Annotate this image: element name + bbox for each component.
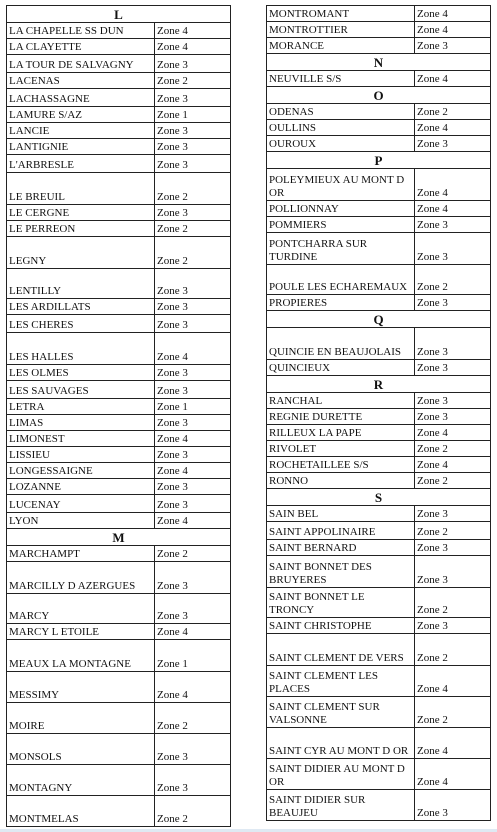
commune-row <box>267 473 491 489</box>
zone-value: Zone 4 <box>155 333 231 365</box>
zone-value: Zone 4 <box>415 169 491 201</box>
commune-name: SAINT DIDIER AU MONT D OR <box>267 759 415 790</box>
commune-name: LANTIGNIE <box>7 139 155 155</box>
commune-name: SAINT BONNET LE TRONCY <box>267 588 415 618</box>
commune-row <box>7 299 231 315</box>
commune-row <box>267 588 491 618</box>
zone-value: Zone 3 <box>415 136 491 152</box>
commune-name: LOZANNE <box>7 479 155 495</box>
zone-value: Zone 4 <box>415 728 491 759</box>
commune-name: LES HALLES <box>7 333 155 365</box>
commune-name: SAINT DIDIER SUR BEAUJEU <box>267 790 415 821</box>
zone-value: Zone 3 <box>155 205 231 221</box>
commune-row <box>267 457 491 473</box>
commune-row <box>7 333 231 365</box>
zone-value: Zone 3 <box>155 415 231 431</box>
commune-name: POULE LES ECHAREMAUX <box>267 265 415 295</box>
zone-value: Zone 3 <box>415 618 491 634</box>
commune-row <box>7 155 231 173</box>
commune-row <box>7 415 231 431</box>
letter-header: S <box>267 489 491 506</box>
commune-row <box>7 765 231 796</box>
zone-value: Zone 3 <box>155 315 231 333</box>
zone-value: Zone 3 <box>155 594 231 624</box>
zone-value: Zone 1 <box>155 399 231 415</box>
commune-name: LIMONEST <box>7 431 155 447</box>
commune-name: LE BREUIL <box>7 173 155 205</box>
commune-name: SAINT CLEMENT DE VERS <box>267 634 415 666</box>
commune-row <box>267 425 491 441</box>
letter-header-row <box>7 529 231 546</box>
commune-row <box>7 672 231 703</box>
commune-row <box>267 71 491 87</box>
commune-name: OULLINS <box>267 120 415 136</box>
zone-value: Zone 2 <box>155 703 231 734</box>
zone-value: Zone 3 <box>155 155 231 173</box>
zone-value: Zone 3 <box>415 38 491 54</box>
zone-value: Zone 2 <box>155 173 231 205</box>
commune-row <box>267 201 491 217</box>
commune-row <box>267 556 491 588</box>
commune-row <box>7 513 231 529</box>
zone-value: Zone 4 <box>155 431 231 447</box>
commune-row <box>7 447 231 463</box>
commune-row <box>7 399 231 415</box>
commune-row <box>267 360 491 376</box>
zone-value: Zone 4 <box>415 22 491 38</box>
commune-name: MONTROMANT <box>267 6 415 22</box>
commune-row <box>7 546 231 562</box>
zone-value: Zone 3 <box>155 447 231 463</box>
zone-value: Zone 4 <box>415 6 491 22</box>
commune-name: LACHASSAGNE <box>7 89 155 107</box>
commune-row <box>7 594 231 624</box>
commune-row <box>7 89 231 107</box>
letter-header: L <box>7 6 231 23</box>
zone-value: Zone 4 <box>155 513 231 529</box>
zone-value: Zone 4 <box>415 71 491 87</box>
commune-row <box>7 39 231 55</box>
commune-name: LA CHAPELLE SS DUN <box>7 23 155 39</box>
commune-row <box>7 221 231 237</box>
right-table-body <box>267 6 491 821</box>
commune-name: MOIRE <box>7 703 155 734</box>
zone-value: Zone 3 <box>415 540 491 556</box>
zone-value: Zone 4 <box>155 39 231 55</box>
zone-value: Zone 2 <box>415 634 491 666</box>
commune-name: SAINT CHRISTOPHE <box>267 618 415 634</box>
letter-header: M <box>7 529 231 546</box>
commune-row <box>267 38 491 54</box>
commune-name: POLEYMIEUX AU MONT D OR <box>267 169 415 201</box>
commune-name: LUCENAY <box>7 495 155 513</box>
commune-name: POMMIERS <box>267 217 415 233</box>
zone-value: Zone 4 <box>415 120 491 136</box>
commune-name: L'ARBRESLE <box>7 155 155 173</box>
zone-value: Zone 2 <box>155 73 231 89</box>
zone-value: Zone 4 <box>155 672 231 703</box>
commune-row <box>7 73 231 89</box>
commune-name: MEAUX LA MONTAGNE <box>7 640 155 672</box>
left-zone-table <box>6 5 231 827</box>
zone-value: Zone 2 <box>415 473 491 489</box>
commune-name: LIMAS <box>7 415 155 431</box>
commune-name: LAMURE S/AZ <box>7 107 155 123</box>
zone-value: Zone 2 <box>155 237 231 269</box>
commune-name: RONNO <box>267 473 415 489</box>
commune-row <box>267 328 491 360</box>
commune-row <box>7 381 231 399</box>
zone-value: Zone 2 <box>415 441 491 457</box>
commune-name: LA CLAYETTE <box>7 39 155 55</box>
commune-name: RIVOLET <box>267 441 415 457</box>
commune-name: MESSIMY <box>7 672 155 703</box>
zone-value: Zone 3 <box>155 479 231 495</box>
commune-row <box>7 495 231 513</box>
zone-value: Zone 3 <box>155 562 231 594</box>
zone-value: Zone 1 <box>155 107 231 123</box>
commune-name: RANCHAL <box>267 393 415 409</box>
letter-header: O <box>267 87 491 104</box>
zone-value: Zone 2 <box>415 104 491 120</box>
left-table-body <box>7 6 231 827</box>
commune-name: MARCILLY D AZERGUES <box>7 562 155 594</box>
commune-row <box>267 666 491 697</box>
commune-name: PONTCHARRA SUR TURDINE <box>267 233 415 265</box>
commune-name: SAINT APPOLINAIRE <box>267 522 415 540</box>
commune-row <box>267 790 491 821</box>
letter-header: R <box>267 376 491 393</box>
commune-name: RILLEUX LA PAPE <box>267 425 415 441</box>
commune-name: LYON <box>7 513 155 529</box>
commune-name: SAINT CLEMENT LES PLACES <box>267 666 415 697</box>
letter-header-row <box>267 489 491 506</box>
commune-name: QUINCIE EN BEAUJOLAIS <box>267 328 415 360</box>
commune-row <box>7 431 231 447</box>
commune-row <box>267 618 491 634</box>
commune-name: MARCY <box>7 594 155 624</box>
zone-value: Zone 3 <box>415 360 491 376</box>
commune-name: MARCHAMPT <box>7 546 155 562</box>
zone-value: Zone 3 <box>155 299 231 315</box>
commune-name: SAIN BEL <box>267 506 415 522</box>
letter-header-row <box>267 152 491 169</box>
commune-row <box>267 295 491 311</box>
commune-name: MONSOLS <box>7 734 155 765</box>
commune-name: LETRA <box>7 399 155 415</box>
zone-value: Zone 2 <box>415 522 491 540</box>
commune-row <box>267 697 491 728</box>
zone-value: Zone 3 <box>415 506 491 522</box>
commune-row <box>267 217 491 233</box>
commune-row <box>267 540 491 556</box>
commune-row <box>7 107 231 123</box>
zone-value: Zone 2 <box>155 546 231 562</box>
commune-name: LISSIEU <box>7 447 155 463</box>
commune-row <box>267 22 491 38</box>
letter-header-row <box>267 87 491 104</box>
commune-name: LES ARDILLATS <box>7 299 155 315</box>
commune-name: LE CERGNE <box>7 205 155 221</box>
commune-row <box>267 393 491 409</box>
commune-row <box>7 562 231 594</box>
zone-value: Zone 3 <box>155 139 231 155</box>
commune-row <box>7 479 231 495</box>
zone-value: Zone 4 <box>155 23 231 39</box>
commune-name: LANCIE <box>7 123 155 139</box>
commune-name: LE PERREON <box>7 221 155 237</box>
zone-value: Zone 2 <box>415 588 491 618</box>
commune-row <box>267 506 491 522</box>
letter-header: P <box>267 152 491 169</box>
commune-row <box>7 734 231 765</box>
commune-name: MONTROTTIER <box>267 22 415 38</box>
commune-row <box>267 136 491 152</box>
commune-row <box>267 120 491 136</box>
zone-value: Zone 3 <box>415 556 491 588</box>
right-zone-table <box>266 5 491 821</box>
zone-value: Zone 2 <box>415 697 491 728</box>
commune-row <box>7 640 231 672</box>
commune-name: MONTAGNY <box>7 765 155 796</box>
commune-name: MORANCE <box>267 38 415 54</box>
commune-row <box>7 123 231 139</box>
zone-value: Zone 3 <box>155 381 231 399</box>
letter-header-row <box>267 376 491 393</box>
commune-name: LES SAUVAGES <box>7 381 155 399</box>
zone-value: Zone 3 <box>155 495 231 513</box>
commune-row <box>267 759 491 790</box>
zone-value: Zone 3 <box>155 89 231 107</box>
commune-name: REGNIE DURETTE <box>267 409 415 425</box>
commune-row <box>267 409 491 425</box>
commune-row <box>267 169 491 201</box>
zone-value: Zone 3 <box>155 734 231 765</box>
commune-row <box>7 139 231 155</box>
commune-row <box>7 237 231 269</box>
commune-name: LONGESSAIGNE <box>7 463 155 479</box>
commune-row <box>267 104 491 120</box>
commune-name: POLLIONNAY <box>267 201 415 217</box>
commune-name: MONTMELAS <box>7 796 155 827</box>
zone-value: Zone 4 <box>415 457 491 473</box>
commune-row <box>7 269 231 299</box>
zone-value: Zone 4 <box>415 201 491 217</box>
commune-row <box>7 463 231 479</box>
zone-value: Zone 3 <box>415 295 491 311</box>
commune-name: SAINT BONNET DES BRUYERES <box>267 556 415 588</box>
zone-value: Zone 4 <box>415 666 491 697</box>
zone-value: Zone 3 <box>415 217 491 233</box>
commune-name: SAINT BERNARD <box>267 540 415 556</box>
zone-value: Zone 3 <box>415 233 491 265</box>
zone-value: Zone 2 <box>155 221 231 237</box>
commune-row <box>267 233 491 265</box>
commune-row <box>267 728 491 759</box>
commune-row <box>267 634 491 666</box>
commune-row <box>7 315 231 333</box>
commune-name: LEGNY <box>7 237 155 269</box>
zone-value: Zone 3 <box>155 55 231 73</box>
commune-row <box>267 441 491 457</box>
commune-row <box>7 173 231 205</box>
commune-name: MARCY L ETOILE <box>7 624 155 640</box>
commune-row <box>7 55 231 73</box>
commune-name: ROCHETAILLEE S/S <box>267 457 415 473</box>
commune-name: SAINT CYR AU MONT D OR <box>267 728 415 759</box>
zone-value: Zone 3 <box>155 365 231 381</box>
commune-row <box>267 265 491 295</box>
zone-value: Zone 2 <box>415 265 491 295</box>
zone-value: Zone 3 <box>415 393 491 409</box>
zone-value: Zone 3 <box>155 123 231 139</box>
letter-header: N <box>267 54 491 71</box>
zone-value: Zone 2 <box>155 796 231 827</box>
zone-value: Zone 3 <box>415 328 491 360</box>
commune-name: LACENAS <box>7 73 155 89</box>
commune-name: LES CHERES <box>7 315 155 333</box>
letter-header-row <box>7 6 231 23</box>
letter-header-row <box>267 311 491 328</box>
commune-row <box>267 6 491 22</box>
zone-value: Zone 4 <box>155 463 231 479</box>
zone-value: Zone 3 <box>415 790 491 821</box>
zone-value: Zone 3 <box>415 409 491 425</box>
commune-name: QUINCIEUX <box>267 360 415 376</box>
letter-header-row <box>267 54 491 71</box>
commune-row <box>7 796 231 827</box>
commune-row <box>267 522 491 540</box>
commune-name: OUROUX <box>267 136 415 152</box>
commune-row <box>7 624 231 640</box>
commune-name: LES OLMES <box>7 365 155 381</box>
commune-name: ODENAS <box>267 104 415 120</box>
commune-name: LA TOUR DE SALVAGNY <box>7 55 155 73</box>
zone-value: Zone 3 <box>155 269 231 299</box>
zone-value: Zone 4 <box>155 624 231 640</box>
commune-row <box>7 365 231 381</box>
zone-value: Zone 4 <box>415 425 491 441</box>
commune-row <box>7 703 231 734</box>
letter-header: Q <box>267 311 491 328</box>
zone-value: Zone 3 <box>155 765 231 796</box>
zone-value: Zone 4 <box>415 759 491 790</box>
commune-name: PROPIERES <box>267 295 415 311</box>
commune-row <box>7 23 231 39</box>
commune-name: NEUVILLE S/S <box>267 71 415 87</box>
zone-value: Zone 1 <box>155 640 231 672</box>
commune-name: LENTILLY <box>7 269 155 299</box>
commune-row <box>7 205 231 221</box>
commune-name: SAINT CLEMENT SUR VALSONNE <box>267 697 415 728</box>
